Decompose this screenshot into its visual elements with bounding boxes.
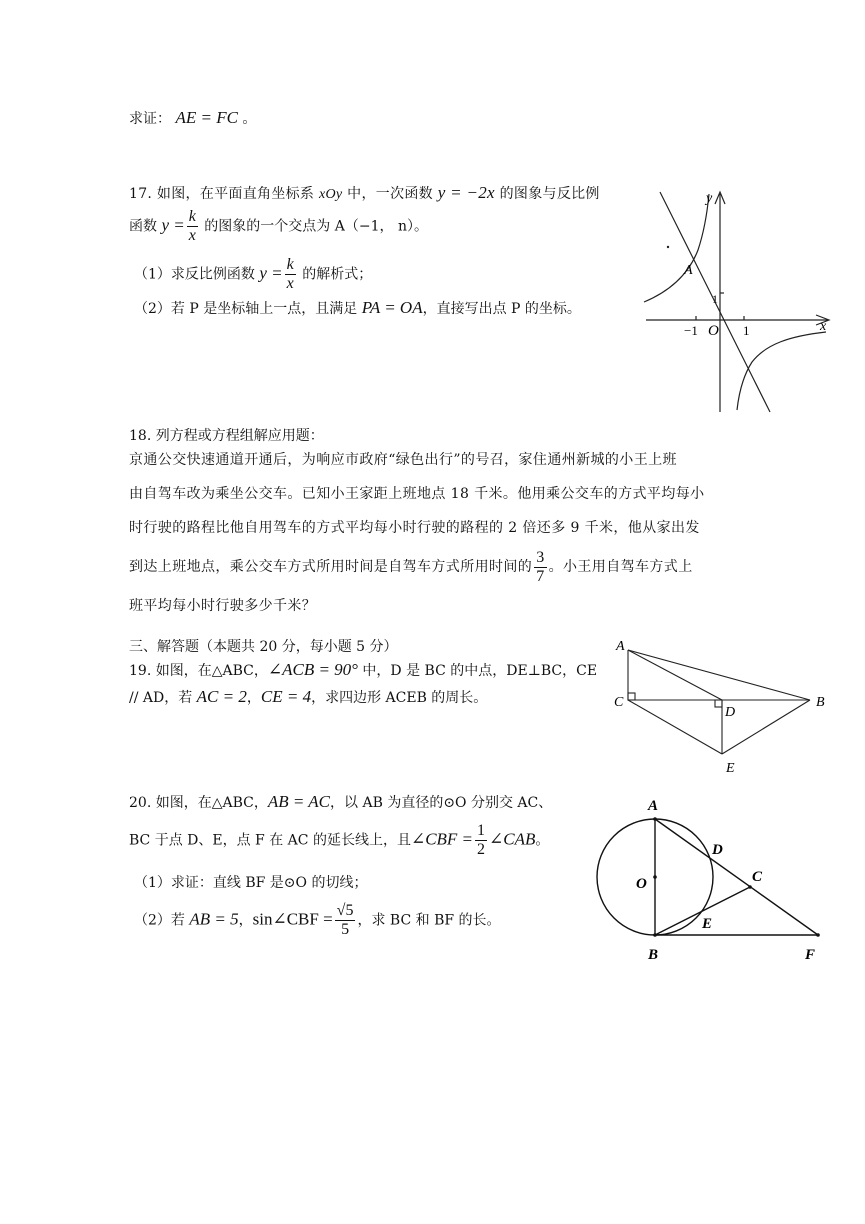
q17-line1: [129, 183, 600, 203]
q19-l2a: // AD，若: [129, 690, 197, 706]
q20-ab5: AB = 5: [189, 909, 239, 929]
q18-line3: 时行驶的路程比他自用驾车的方式平均每小时行驶的路程的 2 倍还多 9 千米，他从家出发: [129, 520, 700, 536]
q17-p2-eq: PA = OA: [361, 298, 423, 317]
q18-body: [129, 443, 739, 623]
q17-p2a: （2）若 P 是坐标轴上一点，且满足: [134, 301, 362, 317]
q19-ac: AC = 2: [196, 687, 247, 706]
q17-l1c: 的图象与反比例: [494, 186, 600, 202]
label-one: 1: [743, 323, 750, 338]
q19-l2b: ，求四边形 ACEB 的周长。: [311, 690, 488, 706]
q18-line2: 由自驾车改为乘坐公交车。已知小王家距上班地点 18 千米。他用乘公交车的方式平均每小: [129, 486, 705, 502]
stray-dot: [667, 246, 669, 248]
frac-den: 5: [341, 921, 350, 938]
hyperbola-branch-left: [644, 194, 709, 302]
q19-line1: [129, 660, 597, 680]
label-B: B: [816, 695, 825, 710]
label-y: y: [706, 191, 713, 206]
q20-line1: [129, 792, 552, 812]
frac-num: k: [286, 256, 294, 273]
q20-l1b: ，以 AB 为直径的⊙O 分别交 AC、: [330, 795, 553, 811]
section-3-title: 三、解答题（本题共 20 分，每小题 5 分）: [129, 639, 398, 655]
label-A: A: [648, 798, 659, 814]
q19-angle: ∠ACB = 90°: [267, 660, 358, 679]
label-A: A: [616, 639, 625, 654]
q19-sep: ，: [246, 690, 261, 706]
q20-angle-cbf: ∠CBF =: [410, 829, 474, 849]
label-O: O: [708, 323, 719, 339]
q20-p2sep: ，: [238, 912, 253, 929]
q18-title: 18. 列方程或方程组解应用题：: [129, 428, 324, 444]
q17-yeq: y =: [161, 215, 185, 235]
q17-p1b: 的解析式；: [297, 266, 373, 283]
segment-AD: [628, 650, 722, 700]
right-angle-mark-C: [628, 693, 635, 700]
q19-l1b: 中，D 是 BC 的中点，DE⊥BC，CE: [357, 663, 598, 679]
frac-den: 2: [477, 841, 486, 858]
q20-angle-cab: ∠CAB: [489, 829, 536, 849]
segment-CE: [628, 700, 722, 754]
proof-line: [129, 108, 256, 128]
q20-sin: sin∠CBF =: [252, 909, 333, 929]
line-AF: [655, 819, 818, 935]
q20-half: [475, 822, 487, 859]
label-F: F: [805, 947, 816, 963]
q17-part2: [134, 298, 581, 318]
q19-l1a: 19. 如图，在△ABC，: [129, 663, 268, 679]
q18-fraction: [534, 549, 546, 586]
q20-l2b: 。: [535, 832, 550, 849]
point-A: [653, 817, 657, 821]
q17-l2b: 的图象的一个交点为 A（−1， n）。: [199, 218, 428, 235]
q17-fraction: [187, 208, 198, 245]
label-D: D: [725, 705, 736, 720]
point-C: [748, 885, 752, 889]
frac-den: x: [188, 227, 196, 244]
q19-ce: CE = 4: [260, 687, 312, 706]
q17-l1b: 中，一次函数: [342, 186, 438, 202]
segment-EB: [722, 700, 810, 754]
point-B: [653, 933, 657, 937]
point-O: [653, 875, 657, 879]
proof-equation: AE = FC: [175, 108, 238, 127]
q20-p2a: （2）若: [134, 912, 190, 929]
q17-figure: [640, 180, 840, 415]
label-E: E: [702, 916, 713, 932]
q20-part1: （1）求证：直线 BF 是⊙O 的切线；: [134, 875, 368, 891]
q18-l4b: 。小王用自驾车方式上: [548, 559, 693, 575]
q17-xoy: xOy: [318, 187, 343, 202]
proof-end: 。: [242, 111, 257, 127]
proof-prefix: 求证：: [129, 111, 171, 127]
right-angle-mark-D: [715, 700, 722, 707]
q18-line5: 班平均每小时行驶多少千米？: [129, 598, 317, 614]
q17-l2a: 函数: [129, 218, 162, 235]
q20-p2b: ，求 BC 和 BF 的长。: [357, 912, 501, 929]
label-x: x: [820, 319, 827, 334]
frac-num: 3: [536, 548, 545, 566]
frac-den: 7: [536, 567, 545, 585]
label-E: E: [726, 761, 735, 776]
label-A: A: [684, 263, 693, 278]
q18-line1: 京通公交快速通道开通后，为响应市政府“绿色出行”的号召，家住通州新城的小王上班: [129, 452, 677, 468]
q17-p2b: ，直接写出点 P 的坐标。: [422, 301, 581, 317]
frac-den: x: [286, 275, 294, 292]
q20-part2: [134, 902, 501, 939]
q17-part1: [134, 256, 372, 293]
frac-num: k: [188, 208, 196, 225]
label-B: B: [648, 947, 659, 963]
q18-l4a: 到达上班地点，乘公交车方式所用时间是自驾车方式所用时间的: [129, 559, 533, 575]
q20-l1a: 20. 如图，在△ABC，: [129, 795, 268, 811]
q17-linear-eq: y = −2x: [437, 183, 495, 202]
label-C: C: [752, 869, 763, 885]
q19-figure: [608, 636, 838, 776]
q20-sin-fraction: [335, 902, 356, 939]
label-C: C: [614, 695, 624, 710]
hyperbola-branch-right: [737, 332, 826, 410]
frac-num: 1: [477, 822, 486, 839]
q18-line4: [129, 545, 739, 589]
point-F: [816, 933, 820, 937]
segment-AB: [628, 650, 810, 700]
q17-p1-yeq: y =: [259, 263, 283, 283]
q19-line2: [129, 687, 487, 707]
q20-ab-ac: AB = AC: [267, 792, 331, 811]
q20-figure: [590, 790, 830, 970]
q20-line2: [129, 822, 549, 859]
label-y-one: 1: [712, 292, 718, 306]
q20-l2a: BC 于点 D、E，点 F 在 AC 的延长线上，且: [129, 832, 411, 849]
q17-l1a: 17. 如图，在平面直角坐标系: [129, 186, 319, 202]
label-D: D: [712, 842, 723, 858]
label-O: O: [636, 876, 647, 892]
label-minus-one: −1: [684, 323, 698, 338]
frac-num: √5: [336, 902, 354, 919]
q17-p1-fraction: [285, 256, 296, 293]
q17-line2: [129, 208, 428, 245]
q17-p1a: （1）求反比例函数: [134, 266, 260, 283]
